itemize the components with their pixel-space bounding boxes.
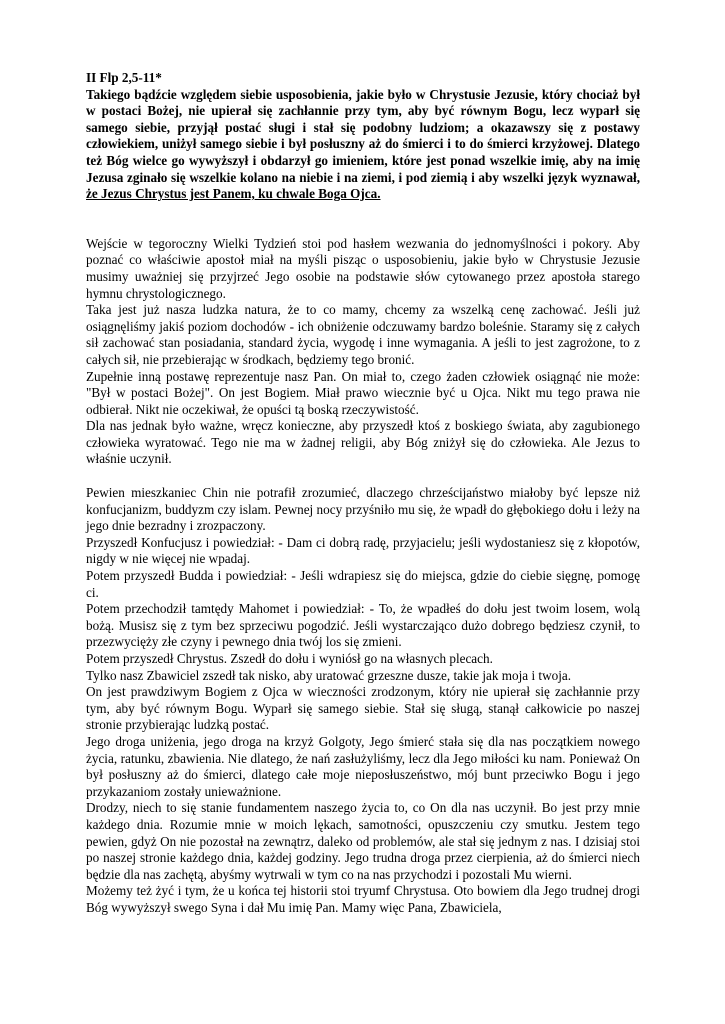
section-spacer — [86, 203, 640, 236]
paragraph: Taka jest już nasza ludzka natura, że to co mamy, chcemy za wszelką cenę zachować. Jeśli już osiągnęliśmy jakiś poziom dochodów - ich obniżenie odczuwamy bardzo boleśnie. Staramy się z całych sił zachować stan posiadania, standard życia, wygodę i inne wymagania. A jeśli to jest zagrożone, to z całych sił, nie przebierając w środkach, będziemy tego bronić. — [86, 302, 640, 367]
section-spacer — [86, 468, 640, 485]
section-story — [86, 485, 640, 916]
paragraph: Drodzy, niech to się stanie fundamentem naszego życia to, co On dla nas uczynił. Bo jest przy mnie każdego dnia. Rozumie mnie w moich lękach, samotności, opuszczeniu czy smutku. Jestem tego pewien, gdyż On nie pozostał na zewnątrz, daleko od problemów, ale stał się jednym z nas. I dzisiaj stoi po naszej stronie każdego dnia, każdej godziny. Jego trudna droga przez cierpienia, aż do śmierci niech będzie dla nas zachętą, abyśmy wytrwali w tym co na nas przychodzi i pozostali Mu wierni. — [86, 800, 640, 882]
section-intro — [86, 236, 640, 468]
paragraph: Pewien mieszkaniec Chin nie potrafił zrozumieć, dlaczego chrześcijaństwo miałoby być lepsze niż konfucjanizm, buddyzm czy islam. Pewnej nocy przyśniło mu się, że wpadł do głębokiego dołu i leży na jego dnie bezradny i zrozpaczony. — [86, 485, 640, 534]
scripture-reference: II Flp 2,5-11* — [86, 70, 162, 85]
paragraph: On jest prawdziwym Bogiem z Ojca w wieczności zrodzonym, który nie upierał się zachłannie przy tym, aby być równym Bogu. Wyparł się samego siebie. Stał się sługą, stanął całkowicie po naszej stronie przybierając ludzką postać. — [86, 684, 640, 733]
paragraph: Jego droga uniżenia, jego droga na krzyż Golgoty, Jego śmierć stała się dla nas początkiem nowego życia, ratunku, zbawienia. Nie dlatego, że nań zasłużyliśmy, lecz dla Jego miłości ku nam. Ponieważ On był posłuszny aż do śmierci, dlatego całe moje nieposłuszeństwo, mój bunt przeciwko Bogu i jego przykazaniom zostały unieważnione. — [86, 733, 640, 799]
paragraph: Zupełnie inną postawę reprezentuje nasz Pan. On miał to, czego żaden człowiek osiągnąć nie może: "Był w postaci Bożej". On jest Bogiem. Miał prawo wiecznie być u Ojca. Nikt mu tego prawa nie odbierał. Nikt nie oczekiwał, że opuści tą boską rzeczywistość. — [86, 368, 640, 417]
scripture-passage — [86, 70, 640, 203]
paragraph: Możemy też żyć i tym, że u końca tej historii stoi tryumf Chrystusa. Oto bowiem dla Jego trudnej drogi Bóg wywyższył swego Syna i dał Mu imię Pan. Mamy więc Pana, Zbawiciela, — [86, 883, 640, 915]
scripture-underlined-text: że Jezus Chrystus jest Panem, ku chwale Boga Ojca. — [86, 186, 381, 202]
paragraph: Potem przyszedł Budda i powiedział: - Jeśli wdrapiesz się do miejsca, gdzie do ciebie sięgnę, pomogę ci. — [86, 568, 640, 600]
paragraph: Potem przyszedł Chrystus. Zszedł do dołu i wyniósł go na własnych plecach. — [86, 651, 493, 666]
paragraph: Potem przechodził tamtędy Mahomet i powiedział: - To, że wpadłeś do dołu jest twoim losem, wolą bożą. Musisz się z tym bez sprzeciwu pogodzić. Jeśli wystarczająco dużo dobrego będziesz czynił, to przezwycięży złe czyny i pewnego dnia twój los się zmieni. — [86, 601, 640, 650]
paragraph: Wejście w tegoroczny Wielki Tydzień stoi pod hasłem wezwania do jednomyślności i pokory. Aby poznać co właściwie apostoł miał na myśli pisząc o usposobieniu, jakie było w Chrystusie Jezusie musimy uważniej się przyjrzeć Jego osobie na podstawie słów cytowanego przez apostoła starego hymnu chrystologicznego. — [86, 235, 640, 301]
paragraph: Przyszedł Konfucjusz i powiedział: - Dam ci dobrą radę, przyjacielu; jeśli wydostaniesz się z kłopotów, nigdy w nie więcej nie wpadaj. — [86, 534, 640, 567]
document-page — [86, 70, 640, 917]
scripture-text: Takiego bądźcie względem siebie usposobienia, jakie było w Chrystusie Jezusie, który chociaż był w postaci Bożej, nie upierał się zachłannie przy tym, aby być równym Bogu, lecz wyparł się samego siebie, przyjął postać sługi i stał się podobny ludziom; a okazawszy się z postawy człowiekiem, uniżył samego siebie i był posłuszny aż do śmierci i to do śmierci krzyżowej. Dlatego też Bóg wielce go wywyższył i obdarzył go imieniem, które jest ponad wszelkie imię, aby na imię Jezusa zginało się wszelkie kolano na niebie i na ziemi, i pod ziemią i aby wszelki język wyznawał, — [86, 86, 640, 185]
paragraph: Tylko nasz Zbawiciel zszedł tak nisko, aby uratować grzeszne dusze, takie jak moja i twoja. — [86, 667, 572, 683]
paragraph: Dla nas jednak było ważne, wręcz konieczne, aby przyszedł ktoś z boskiego świata, aby zagubionego człowieka wyratować. Tego nie ma w żadnej religii, aby Bóg zniżył się do człowieka. Ale Jezus to właśnie uczynił. — [86, 418, 640, 467]
